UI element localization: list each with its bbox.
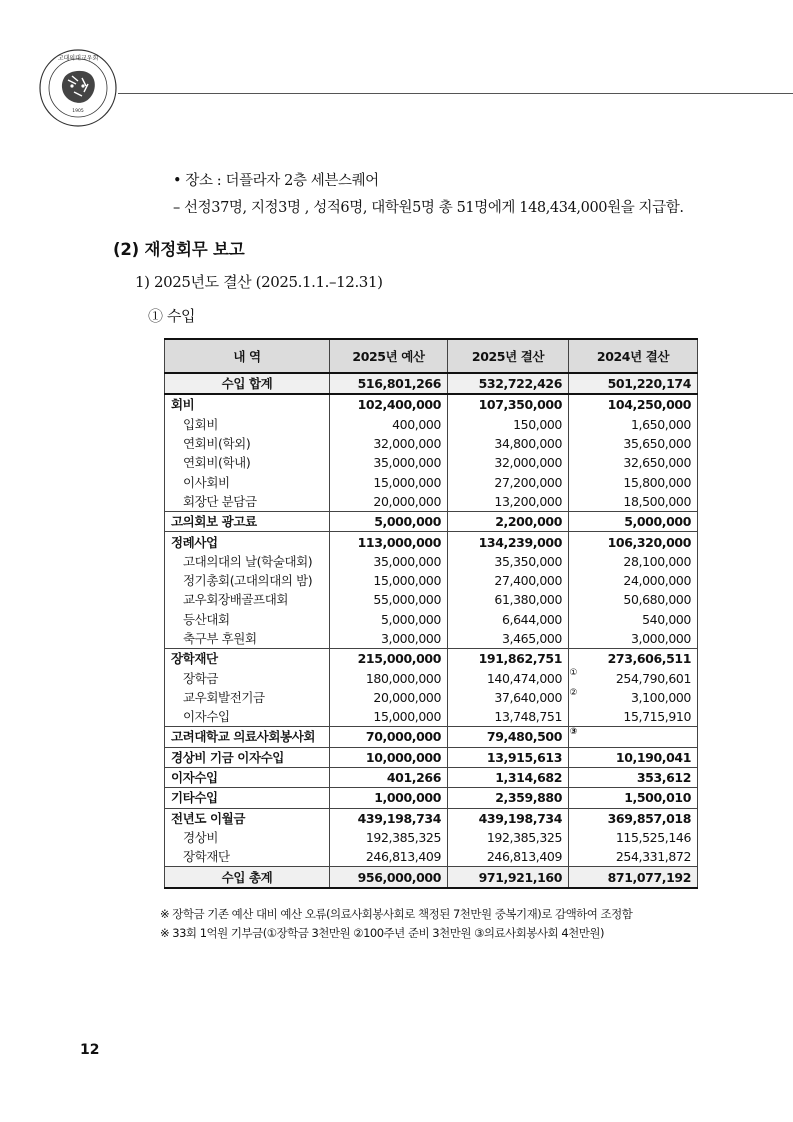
table-row	[165, 688, 698, 707]
row-value-v3: 273,606,511	[569, 649, 698, 669]
row-value-v2: 192,385,325	[448, 828, 569, 847]
row-value-v1: 400,000	[330, 415, 448, 434]
table-row	[165, 590, 698, 609]
row-value-v3: 50,680,000	[569, 590, 698, 609]
table-row	[165, 808, 698, 828]
table-row	[165, 629, 698, 649]
row-value-v1: 1,000,000	[330, 788, 448, 808]
row-value-v3: 353,612	[569, 767, 698, 787]
header-budget-2025: 2025년 예산	[330, 339, 448, 373]
row-label: 장학재단	[165, 649, 330, 669]
row-label: 축구부 후원회	[165, 629, 330, 649]
table-row	[165, 788, 698, 808]
income-heading: ① 수입	[148, 307, 196, 325]
row-value-v3: 369,857,018	[569, 808, 698, 828]
footnote-marker: ②	[569, 687, 577, 698]
header-settlement-2025: 2025년 결산	[448, 339, 569, 373]
row-label: 경상비 기금 이자수입	[165, 747, 330, 767]
row-label: 정례사업	[165, 532, 330, 552]
income-table	[164, 338, 698, 889]
row-label: 교우회장배골프대회	[165, 590, 330, 609]
row-value-v2: 37,640,000 ②	[448, 688, 569, 707]
row-value-v1: 20,000,000	[330, 688, 448, 707]
row-value-v2: 2,359,880	[448, 788, 569, 808]
row-label: 기타수입	[165, 788, 330, 808]
table-row	[165, 512, 698, 532]
row-value-v3: 32,650,000	[569, 453, 698, 472]
row-value-v2: 27,200,000	[448, 472, 569, 491]
table-row	[165, 668, 698, 687]
row-value-v1: 35,000,000	[330, 453, 448, 472]
row-label: 경상비	[165, 828, 330, 847]
row-value-v2: 79,480,500 ③	[448, 727, 569, 747]
table-row	[165, 649, 698, 669]
row-value-v2: 34,800,000	[448, 434, 569, 453]
row-value-v1: 180,000,000	[330, 668, 448, 687]
table-row	[165, 373, 698, 394]
row-value-v2: 13,200,000	[448, 492, 569, 512]
row-value-v1: 32,000,000	[330, 434, 448, 453]
venue-bullet: • 장소 : 더플라자 2층 세븐스퀘어	[173, 173, 379, 189]
table-row	[165, 394, 698, 414]
row-value-v2: 191,862,751	[448, 649, 569, 669]
row-label: 회비	[165, 394, 330, 414]
row-value-v1: 15,000,000	[330, 707, 448, 727]
table-row	[165, 828, 698, 847]
row-label: 등산대회	[165, 610, 330, 629]
row-value-v2: 3,465,000	[448, 629, 569, 649]
table-row	[165, 867, 698, 888]
row-value-v2: 150,000	[448, 415, 569, 434]
row-value-v1: 15,000,000	[330, 472, 448, 491]
row-label: 연회비(학내)	[165, 453, 330, 472]
sub-heading: 1) 2025년도 결산 (2025.1.1.–12.31)	[135, 273, 383, 291]
row-value-v3: 106,320,000	[569, 532, 698, 552]
header-settlement-2024: 2024년 결산	[569, 339, 698, 373]
row-value-v3: 871,077,192	[569, 867, 698, 888]
row-value-v3: 104,250,000	[569, 394, 698, 414]
row-value-v3: 28,100,000	[569, 552, 698, 571]
table-row	[165, 532, 698, 552]
row-value-v3: 254,331,872	[569, 847, 698, 867]
row-value-v3: 1,500,010	[569, 788, 698, 808]
table-row	[165, 472, 698, 491]
row-value-v2: 35,350,000	[448, 552, 569, 571]
row-label: 고대의대의 날(학술대회)	[165, 552, 330, 571]
row-value-v3: 115,525,146	[569, 828, 698, 847]
row-label: 이사회비	[165, 472, 330, 491]
table-row	[165, 610, 698, 629]
header-item: 내 역	[165, 339, 330, 373]
table-row	[165, 767, 698, 787]
row-value-v3: 501,220,174	[569, 373, 698, 394]
row-value-v2: 32,000,000	[448, 453, 569, 472]
table-row	[165, 552, 698, 571]
footnote-2: ※ 33회 1억원 기부금(①장학금 3천만원 ②100주년 준비 3천만원 ③의료사회봉사회 4천만원)	[160, 926, 604, 940]
table-row	[165, 571, 698, 590]
row-value-v1: 35,000,000	[330, 552, 448, 571]
row-label: 수입 총계	[165, 867, 330, 888]
row-value-v3: 18,500,000	[569, 492, 698, 512]
row-value-v2: 1,314,682	[448, 767, 569, 787]
seal-year: 1905	[72, 109, 84, 114]
row-value-v3: 15,800,000	[569, 472, 698, 491]
footnote-1: ※ 장학금 기존 예산 대비 예산 오류(의료사회봉사회로 책정된 7천만원 중복기재)로 감액하여 조정함	[160, 907, 633, 921]
row-value-v1: 20,000,000	[330, 492, 448, 512]
row-value-v3: 10,190,041	[569, 747, 698, 767]
row-value-v1: 102,400,000	[330, 394, 448, 414]
row-value-v1: 215,000,000	[330, 649, 448, 669]
row-value-v1: 5,000,000	[330, 512, 448, 532]
row-label: 고려대학교 의료사회봉사회	[165, 727, 330, 747]
seal-title: 고대의대교우회	[57, 55, 99, 62]
row-value-v3: 24,000,000	[569, 571, 698, 590]
table-header-row	[165, 339, 698, 373]
row-label: 이자수입	[165, 767, 330, 787]
table-row	[165, 847, 698, 867]
row-value-v2: 13,915,613	[448, 747, 569, 767]
row-value-v2: 107,350,000	[448, 394, 569, 414]
row-value-v1: 55,000,000	[330, 590, 448, 609]
row-value-v2: 13,748,751	[448, 707, 569, 727]
row-value-v3: 3,000,000	[569, 629, 698, 649]
alumni-seal-logo	[38, 48, 118, 128]
row-value-v1: 15,000,000	[330, 571, 448, 590]
row-value-v2: 6,644,000	[448, 610, 569, 629]
row-value-v1: 10,000,000	[330, 747, 448, 767]
row-value-v2: 532,722,426	[448, 373, 569, 394]
footnote-marker: ①	[569, 668, 577, 679]
table-row	[165, 707, 698, 727]
row-value-v2: 2,200,000	[448, 512, 569, 532]
table-row	[165, 747, 698, 767]
row-value-v1: 439,198,734	[330, 808, 448, 828]
page-number: 12	[80, 1042, 100, 1058]
row-label: 연회비(학외)	[165, 434, 330, 453]
row-value-v2: 134,239,000	[448, 532, 569, 552]
row-value-v3: 1,650,000	[569, 415, 698, 434]
table-row	[165, 453, 698, 472]
row-label: 교우회발전기금	[165, 688, 330, 707]
row-value-v2: 246,813,409	[448, 847, 569, 867]
row-value-v1: 70,000,000	[330, 727, 448, 747]
table-row	[165, 415, 698, 434]
row-label: 고의회보 광고료	[165, 512, 330, 532]
table-row	[165, 492, 698, 512]
header-rule	[118, 93, 793, 94]
scholarship-summary: – 선정37명, 지정3명 , 성적6명, 대학원5명 총 51명에게 148,434,000원을 지급함.	[173, 200, 684, 216]
row-value-v1: 956,000,000	[330, 867, 448, 888]
row-value-v3: 35,650,000	[569, 434, 698, 453]
row-label: 회장단 분담금	[165, 492, 330, 512]
row-value-v1: 5,000,000	[330, 610, 448, 629]
row-label: 수입 합계	[165, 373, 330, 394]
row-value-v3	[569, 727, 698, 747]
row-label: 장학금	[165, 668, 330, 687]
row-value-v3: 3,100,000	[569, 688, 698, 707]
row-value-v1: 401,266	[330, 767, 448, 787]
row-value-v2: 27,400,000	[448, 571, 569, 590]
row-value-v1: 3,000,000	[330, 629, 448, 649]
row-value-v3: 5,000,000	[569, 512, 698, 532]
row-value-v1: 516,801,266	[330, 373, 448, 394]
row-label: 정기총회(고대의대의 밤)	[165, 571, 330, 590]
row-value-v2: 971,921,160	[448, 867, 569, 888]
row-label: 전년도 이월금	[165, 808, 330, 828]
row-label: 장학재단	[165, 847, 330, 867]
row-value-v3: 254,790,601	[569, 668, 698, 687]
row-value-v2: 140,474,000 ①	[448, 668, 569, 687]
row-value-v1: 113,000,000	[330, 532, 448, 552]
table-row	[165, 727, 698, 747]
table-row	[165, 434, 698, 453]
row-value-v2: 61,380,000	[448, 590, 569, 609]
row-label: 입회비	[165, 415, 330, 434]
row-value-v1: 246,813,409	[330, 847, 448, 867]
footnote-marker: ③	[569, 727, 577, 738]
row-value-v1: 192,385,325	[330, 828, 448, 847]
row-value-v3: 15,715,910	[569, 707, 698, 727]
row-value-v3: 540,000	[569, 610, 698, 629]
section-heading: (2) 재정회무 보고	[113, 240, 245, 259]
row-label: 이자수입	[165, 707, 330, 727]
row-value-v2: 439,198,734	[448, 808, 569, 828]
